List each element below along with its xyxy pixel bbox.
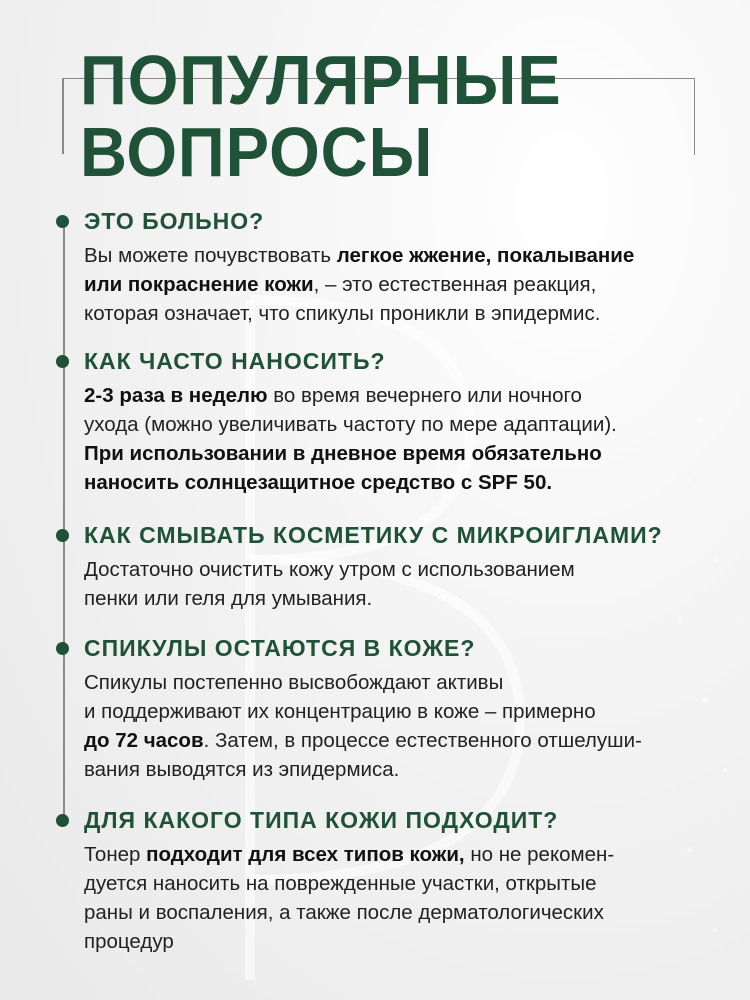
- answer-text-bold: или покраснение кожи: [84, 273, 314, 296]
- faq-answer: [84, 555, 734, 613]
- answer-line: [84, 697, 734, 726]
- answer-text: раны и воспаления, а также после дерматологических: [84, 901, 604, 924]
- title-frame-left-edge: [62, 78, 64, 154]
- faq-question: КАК СМЫВАТЬ КОСМЕТИКУ С МИКРОИГЛАМИ?: [84, 522, 663, 548]
- answer-line: [84, 410, 734, 439]
- answer-line: [84, 439, 734, 468]
- answer-text: но не рекомен-: [464, 843, 615, 866]
- bullet-dot: [56, 215, 69, 228]
- title-line-1: ПОПУЛЯРНЫЕ: [80, 41, 562, 119]
- answer-line: [84, 869, 734, 898]
- bullet-dot: [56, 355, 69, 368]
- answer-line: [84, 584, 734, 613]
- faq-item-painful: [84, 205, 734, 328]
- bullet-dot: [56, 642, 69, 655]
- answer-text-bold: до 72 часов: [84, 729, 204, 752]
- answer-line: [84, 270, 734, 299]
- faq-answer: [84, 668, 734, 784]
- bullet-dot: [56, 814, 69, 827]
- faq-answer: [84, 241, 734, 328]
- faq-item-spicules: [84, 632, 734, 784]
- answer-line: [84, 840, 734, 869]
- answer-text: процедур: [84, 930, 174, 953]
- bullet-dot: [56, 529, 69, 542]
- faq-question: ЭТО БОЛЬНО?: [84, 208, 265, 234]
- faq-item-skin-type: [84, 804, 734, 956]
- faq-answer: [84, 840, 734, 956]
- faq-question: КАК ЧАСТО НАНОСИТЬ?: [84, 348, 386, 374]
- answer-text: ухода (можно увеличивать частоту по мере адаптации).: [84, 413, 617, 436]
- faq-answer: [84, 381, 734, 497]
- answer-text-bold: 2-3 раза в неделю: [84, 384, 268, 407]
- faq-question: СПИКУЛЫ ОСТАЮТСЯ В КОЖЕ?: [84, 635, 476, 661]
- answer-line: [84, 241, 734, 270]
- answer-line: [84, 898, 734, 927]
- title-line-2: ВОПРОСЫ: [80, 113, 434, 191]
- answer-text: дуется наносить на поврежденные участки, открытые: [84, 872, 597, 895]
- answer-text: Достаточно очистить кожу утром с использованием: [84, 558, 575, 581]
- answer-text: Тонер: [84, 843, 147, 866]
- answer-line: [84, 381, 734, 410]
- answer-text: и поддерживают их концентрацию в коже – примерно: [84, 700, 596, 723]
- answer-text: вания выводятся из эпидермиса.: [84, 758, 400, 781]
- answer-text: Вы можете почувствовать: [84, 244, 337, 267]
- faq-item-removal: [84, 519, 734, 613]
- faq-question: ДЛЯ КАКОГО ТИПА КОЖИ ПОДХОДИТ?: [84, 807, 559, 833]
- answer-text: Спикулы постепенно высвобождают активы: [84, 671, 504, 694]
- answer-text: во время вечернего или ночного: [267, 384, 582, 407]
- answer-text-bold: наносить солнцезащитное средство с SPF 50.: [84, 471, 553, 494]
- faq-item-frequency: [84, 345, 734, 497]
- answer-line: [84, 927, 734, 956]
- answer-text: пенки или геля для умывания.: [84, 587, 373, 610]
- timeline-line: [63, 222, 65, 822]
- answer-line: [84, 555, 734, 584]
- answer-text-bold: подходит для всех типов кожи,: [146, 843, 465, 866]
- answer-text: . Затем, в процессе естественного отшелуши-: [203, 729, 642, 752]
- page-title: [80, 41, 598, 191]
- answer-line: [84, 755, 734, 784]
- answer-text: , – это естественная реакция,: [313, 273, 597, 296]
- answer-text: которая означает, что спикулы проникли в эпидермис.: [84, 302, 601, 325]
- answer-text-bold: легкое жжение, покалывание: [336, 244, 635, 267]
- answer-line: [84, 668, 734, 697]
- answer-line: [84, 468, 734, 497]
- answer-line: [84, 726, 734, 755]
- answer-text-bold: При использовании в дневное время обязательно: [84, 442, 602, 465]
- answer-line: [84, 299, 734, 328]
